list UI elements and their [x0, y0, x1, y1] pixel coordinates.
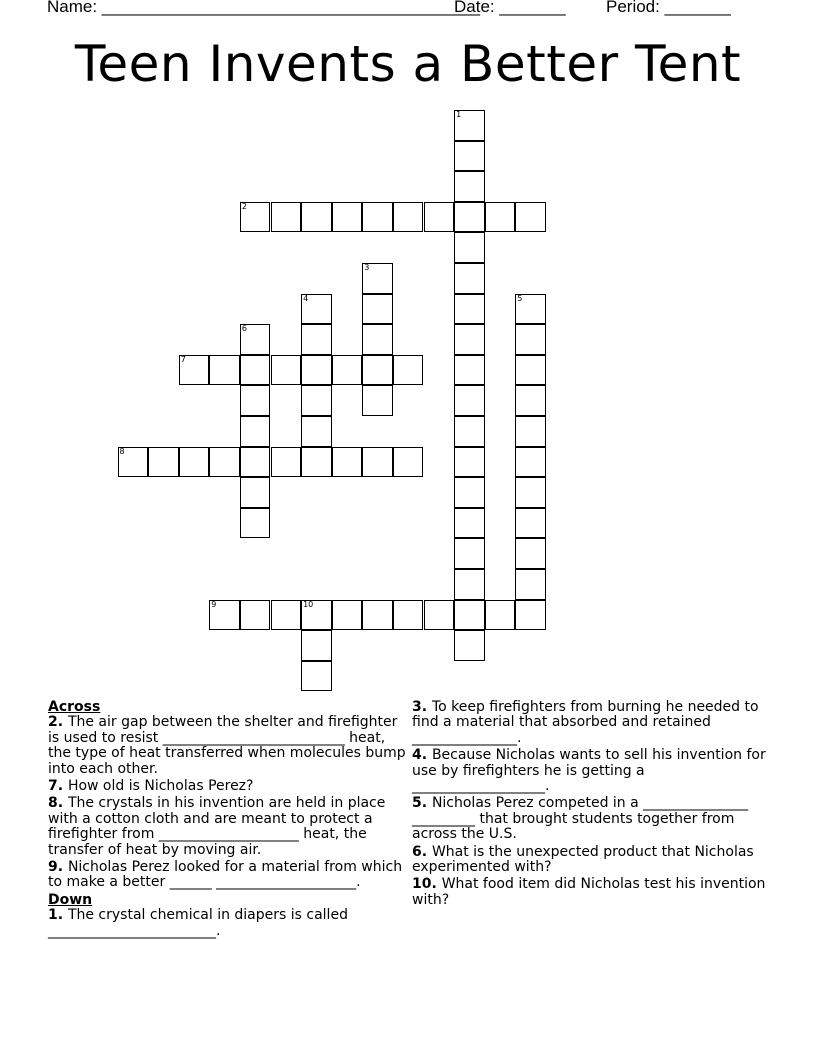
- crossword-cell[interactable]: [515, 324, 546, 355]
- crossword-cell[interactable]: [454, 202, 485, 233]
- crossword-cell[interactable]: [454, 416, 485, 447]
- crossword-cell[interactable]: [454, 508, 485, 539]
- page-title: Teen Invents a Better Tent: [74, 35, 742, 93]
- clue-text: Nicholas Perez competed in a _______________ _________ that brought students together from across the U.S.: [412, 795, 749, 843]
- crossword-cell[interactable]: [179, 355, 210, 386]
- crossword-cell[interactable]: [515, 202, 546, 233]
- clue-number: 7: [180, 354, 186, 364]
- clue-item: [412, 700, 772, 746]
- crossword-cell[interactable]: [454, 141, 485, 172]
- across-clue-list: [48, 715, 408, 890]
- crossword-cell[interactable]: [332, 600, 363, 631]
- clue-item: [48, 779, 408, 794]
- crossword-cell[interactable]: [301, 630, 332, 661]
- crossword-cell[interactable]: [362, 294, 393, 325]
- crossword-cell[interactable]: [240, 447, 271, 478]
- crossword-cell[interactable]: [240, 385, 271, 416]
- clue-item: [48, 860, 408, 891]
- clue-number-label: 7.: [48, 778, 68, 795]
- crossword-cell[interactable]: [301, 324, 332, 355]
- period-field[interactable]: Period: _______: [606, 0, 731, 16]
- crossword-cell[interactable]: [362, 385, 393, 416]
- clue-number: 5: [517, 293, 523, 303]
- crossword-cell[interactable]: [301, 202, 332, 233]
- crossword-cell[interactable]: [271, 600, 302, 631]
- clue-number-label: 1.: [48, 907, 68, 924]
- crossword-cell[interactable]: [454, 110, 485, 141]
- crossword-cell[interactable]: [362, 263, 393, 294]
- clues-column-right: [412, 700, 772, 910]
- clue-number: 2: [241, 201, 247, 211]
- crossword-cell[interactable]: [515, 600, 546, 631]
- crossword-cell[interactable]: [271, 202, 302, 233]
- crossword-cell[interactable]: [454, 294, 485, 325]
- crossword-cell[interactable]: [301, 294, 332, 325]
- crossword-cell[interactable]: [485, 600, 516, 631]
- crossword-cell[interactable]: [454, 569, 485, 600]
- crossword-cell[interactable]: [393, 355, 424, 386]
- crossword-cell[interactable]: [424, 600, 455, 631]
- crossword-cell[interactable]: [209, 355, 240, 386]
- crossword-cell[interactable]: [362, 447, 393, 478]
- down-clue-list-continued: [412, 700, 772, 908]
- crossword-cell[interactable]: [485, 202, 516, 233]
- crossword-cell[interactable]: [515, 294, 546, 325]
- clue-number: 9: [211, 599, 217, 609]
- clue-text: What food item did Nicholas test his invention with?: [412, 876, 766, 908]
- crossword-cell[interactable]: [240, 355, 271, 386]
- crossword-cell[interactable]: [271, 355, 302, 386]
- clue-item: [48, 715, 408, 777]
- clue-number: 6: [241, 324, 247, 334]
- clue-number-label: 6.: [412, 843, 432, 860]
- crossword-cell[interactable]: [454, 385, 485, 416]
- crossword-cell[interactable]: [454, 171, 485, 202]
- crossword-cell[interactable]: [393, 600, 424, 631]
- crossword-cell[interactable]: [301, 661, 332, 692]
- crossword-cell[interactable]: [301, 416, 332, 447]
- crossword-cell[interactable]: [515, 447, 546, 478]
- crossword-cell[interactable]: [515, 538, 546, 569]
- crossword-cell[interactable]: [209, 447, 240, 478]
- crossword-cell[interactable]: [393, 447, 424, 478]
- clues-column-left: [48, 700, 408, 941]
- clue-number: 10: [303, 599, 314, 609]
- crossword-cell[interactable]: [424, 202, 455, 233]
- crossword-cell[interactable]: [301, 355, 332, 386]
- crossword-cell[interactable]: [148, 447, 179, 478]
- clue-text: The air gap between the shelter and firefighter is used to resist __________________________ heat, the type of heat transferred when molecules bump into each other.: [48, 714, 406, 777]
- clue-number-label: 4.: [412, 747, 432, 764]
- across-heading: Across: [48, 699, 101, 715]
- crossword-cell[interactable]: [332, 355, 363, 386]
- clue-item: [48, 796, 408, 858]
- crossword-cell[interactable]: [454, 538, 485, 569]
- crossword-cell[interactable]: [179, 447, 210, 478]
- crossword-cell[interactable]: [515, 508, 546, 539]
- clue-number-label: 3.: [412, 699, 432, 715]
- crossword-cell[interactable]: [240, 477, 271, 508]
- date-field[interactable]: Date: _______: [454, 0, 566, 16]
- crossword-cell[interactable]: [515, 355, 546, 386]
- crossword-cell[interactable]: [301, 447, 332, 478]
- crossword-cell[interactable]: [271, 447, 302, 478]
- clue-number: 8: [119, 446, 125, 456]
- crossword-cell[interactable]: [454, 447, 485, 478]
- clue-number-label: 10.: [412, 876, 442, 893]
- crossword-cell[interactable]: [454, 324, 485, 355]
- clue-number-label: 5.: [412, 795, 432, 812]
- down-heading: Down: [48, 891, 93, 908]
- crossword-cell[interactable]: [332, 202, 363, 233]
- crossword-cell[interactable]: [515, 385, 546, 416]
- crossword-cell[interactable]: [362, 324, 393, 355]
- clue-text: The crystal chemical in diapers is called ________________________.: [48, 907, 348, 939]
- crossword-cell[interactable]: [454, 600, 485, 631]
- crossword-cell[interactable]: [118, 447, 149, 478]
- crossword-cell[interactable]: [240, 508, 271, 539]
- clue-number-label: 8.: [48, 795, 68, 812]
- crossword-cell[interactable]: [240, 416, 271, 447]
- clue-item: [48, 908, 408, 939]
- crossword-cell[interactable]: [362, 355, 393, 386]
- clue-item: [412, 845, 772, 876]
- clue-number-label: 2.: [48, 714, 68, 731]
- crossword-cell[interactable]: [515, 477, 546, 508]
- crossword-cell[interactable]: [515, 569, 546, 600]
- clue-number: 3: [364, 263, 370, 272]
- clue-item: [412, 796, 772, 842]
- clue-number: 4: [303, 293, 309, 303]
- crossword-cell[interactable]: [301, 600, 332, 631]
- clue-text: How old is Nicholas Perez?: [67, 778, 254, 795]
- down-clue-list: [48, 908, 408, 939]
- crossword-cell[interactable]: [240, 600, 271, 631]
- crossword-cell[interactable]: [332, 447, 363, 478]
- clue-text: Because Nicholas wants to sell his invention for use by firefighters he is getting a ___________________.: [412, 747, 766, 795]
- crossword-cell[interactable]: [301, 385, 332, 416]
- crossword-cell[interactable]: [362, 600, 393, 631]
- name-field[interactable]: Name: ________________________________________: [47, 0, 480, 16]
- clue-text: Nicholas Perez looked for a material from which to make a better ______ ____________________.: [48, 859, 403, 891]
- clue-text: The crystals in his invention are held in place with a cotton cloth and are meant to protect a firefighter from ____________________ heat, the transfer of heat by moving air.: [48, 795, 386, 858]
- clue-text: To keep firefighters from burning he needed to find a material that absorbed and retained _______________.: [412, 699, 759, 746]
- crossword-cell[interactable]: [240, 324, 271, 355]
- crossword-cell[interactable]: [454, 232, 485, 263]
- clue-number-label: 9.: [48, 859, 68, 876]
- crossword-cell[interactable]: [454, 355, 485, 386]
- crossword-cell[interactable]: [393, 202, 424, 233]
- crossword-cell[interactable]: [362, 202, 393, 233]
- clue-item: [412, 748, 772, 794]
- clue-item: [412, 877, 772, 908]
- crossword-cell[interactable]: [209, 600, 240, 631]
- crossword-cell[interactable]: [454, 477, 485, 508]
- clue-number: 1: [456, 110, 462, 119]
- crossword-cell[interactable]: [515, 416, 546, 447]
- clue-text: What is the unexpected product that Nicholas experimented with?: [412, 843, 754, 876]
- crossword-cell[interactable]: [454, 630, 485, 661]
- crossword-cell[interactable]: [240, 202, 271, 233]
- crossword-cell[interactable]: [454, 263, 485, 294]
